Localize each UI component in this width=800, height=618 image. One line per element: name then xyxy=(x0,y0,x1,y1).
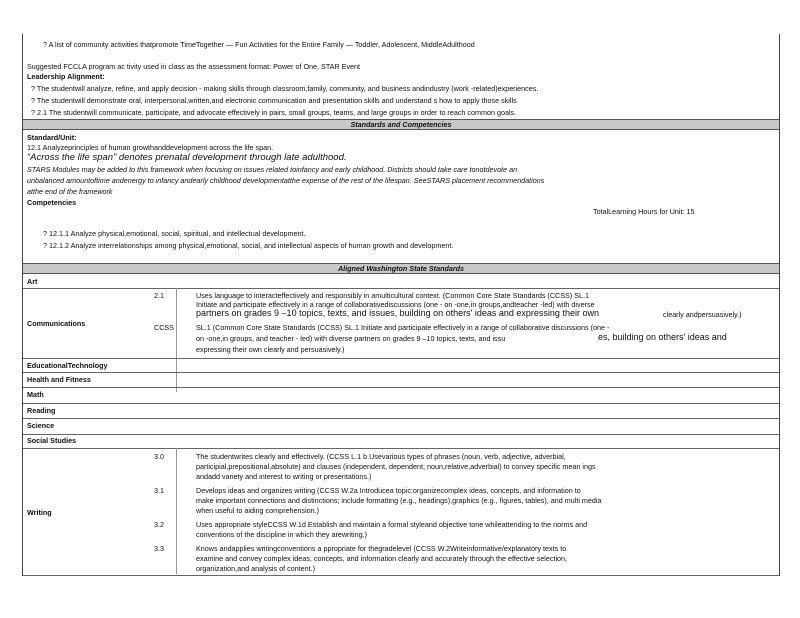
writing-standard-number: 3.0 xyxy=(154,452,164,461)
standards-bar-label: Standards and Competencies xyxy=(350,120,452,129)
row-divider xyxy=(23,387,779,388)
row-divider xyxy=(23,418,779,419)
writing-line: andadd variety and interest to writing or presentations.) xyxy=(196,472,372,481)
standard-unit-label: Standard/Unit: xyxy=(27,133,77,142)
writing-standard-number: 3.2 xyxy=(154,520,164,529)
comm-line: expressing their own clearly and persuasively.) xyxy=(196,345,345,354)
writing-line: Develops ideas and organizes writing (CCSS W.2a Introducea topic;organizecomplex ideas, concepts, and information to xyxy=(196,486,581,495)
leadership-item: ? The studentwill analyze, refine, and apply decision - making skills through classroom,family, community, and business andindustry (work -related)experiences. xyxy=(31,84,539,93)
aligned-standards-bar xyxy=(23,263,779,274)
stars-note-line: unbalanced amountoftime andenergy to infancy andearly childhood developmentatthe expense of the rest of the lifespan. SeeSTARS placement recommendations xyxy=(27,176,545,185)
leadership-heading: Leadership Alignment: xyxy=(27,72,105,81)
subject-writing: Writing xyxy=(27,508,52,517)
activity-bullet: ? A list of community activities thatpromote TimeTogether — Fun Activities for the Entire Family — Toddler, Adolescent, MiddleAdulthood xyxy=(43,40,475,49)
row-divider xyxy=(23,372,779,373)
leadership-item: ? The studentwill demonstrate oral, interpersonal,written,and electronic communication and presentation skills and understand s how to apply those skills xyxy=(31,96,517,105)
column-divider xyxy=(176,288,177,392)
suggested-assessment: Suggested FCCLA program ac tivity used in class as the assessment format: Power of One, STAR Event xyxy=(27,62,361,71)
comm-line: partners on grades 9 –10 topics, texts, and issues, building on others' ideas and expressing their own xyxy=(196,308,599,318)
comm-line: Uses language to interacteffectively and responsibly in amulticultural context. (Common Core State Standards (CCSS) SL.1 xyxy=(196,291,589,300)
comm-line: on -one,in groups, and teacher - led) with diverse partners on grades 9 –10 topics, texts, and issu xyxy=(196,334,506,343)
writing-standard-number: 3.1 xyxy=(154,486,164,495)
row-divider xyxy=(23,434,779,435)
subject-art: Art xyxy=(27,277,38,286)
competency-item: ? 12.1.1 Analyze physical,emotional, social, spiritual, and intellectual development. xyxy=(43,229,306,238)
writing-line: The studentwrites clearly and effectively. (CCSS L.1 b.Usevarious types of phrases (noun, verb, adjective, adverbial, xyxy=(196,452,566,461)
subject-health: Health and Fitness xyxy=(27,375,91,384)
subject-reading: Reading xyxy=(27,406,56,415)
row-divider xyxy=(23,358,779,359)
comm-line: clearly andpersuasively.) xyxy=(663,310,742,319)
document-page xyxy=(22,34,780,576)
subject-science: Science xyxy=(27,421,55,430)
row-divider xyxy=(23,448,779,449)
comm-standard-number: 2.1 xyxy=(154,291,164,300)
writing-line: when useful to aiding comprehension.) xyxy=(196,506,320,515)
writing-line: conventions of the discipline in which they arewriting.) xyxy=(196,530,367,539)
subject-social-studies: Social Studies xyxy=(27,436,77,445)
comm-line: es, building on others' ideas and xyxy=(598,332,727,342)
stars-note-line: STARS Modules may be added to this framework when focusing on issues related toinfancy and early childhood. Districts should take care tonotdevote an xyxy=(27,165,518,174)
writing-line: examine and convey complex ideas, concepts, and information clearly and accurately through the effective selection, xyxy=(196,554,568,563)
total-learning-hours: TotalLearning Hours for Unit: 15 xyxy=(593,207,695,216)
writing-standard-number: 3.3 xyxy=(154,544,164,553)
table-bottom-border xyxy=(23,575,779,576)
column-divider xyxy=(176,448,177,574)
writing-line: participial,prepositional,absolute) and clauses (independent, dependent; noun,relative,adverbial) to convey specific mean ings xyxy=(196,462,596,471)
standards-bar xyxy=(23,119,779,130)
writing-line: organization,and analysis of content.) xyxy=(196,564,316,573)
row-divider xyxy=(23,288,779,289)
subject-math: Math xyxy=(27,390,44,399)
competencies-label: Competencies xyxy=(27,198,77,207)
competency-item: ? 12.1.2 Analyze interrelationships among physical,emotional, social, and intellectual aspects of human growth and development. xyxy=(43,241,454,250)
standard-12-1: 12.1 Analyzeprinciples of human growthanddevelopment across the life span. xyxy=(27,143,274,152)
aligned-standards-label: Aligned Washington State Standards xyxy=(337,264,465,273)
subject-edtech: EducationalTechnology xyxy=(27,361,108,370)
writing-line: Knows andapplies writingconventions a ppropriate for thegradelevel (CCSS W.2Writeinformative/explanatory texts to xyxy=(196,544,567,553)
comm-line: Initiate and participate effectively in a range of collaborativediscussions (one - on -one,in groups,andteacher -led) with diverse xyxy=(196,300,595,309)
subject-communications: Communications xyxy=(27,319,86,328)
writing-line: make important connections and distinctions; include formatting (e.g., headings),graphics (e.g., figures, tables), and multi media xyxy=(196,496,602,505)
writing-line: Uses appropriate styleCCSS W.1d Establish and maintain a formal styleand objective tone whileattending to the norms and xyxy=(196,520,588,529)
comm-standard-number: CCSS xyxy=(154,323,174,332)
life-span-note: “Across the life span” denotes prenatal development through late adulthood. xyxy=(27,152,347,163)
leadership-item: ? 2.1 The studentwill communicate, participate, and advocate effectively in pairs, small groups, teams, and large groups in order to reach common goals. xyxy=(31,108,517,117)
row-divider xyxy=(23,403,779,404)
stars-note-line: atthe end of the framework xyxy=(27,187,113,196)
comm-line: SL.1 (Common Core State Standards (CCSS) SL.1 Initiate and participate effectively in a range of collaborative discussions (one - xyxy=(196,323,610,332)
